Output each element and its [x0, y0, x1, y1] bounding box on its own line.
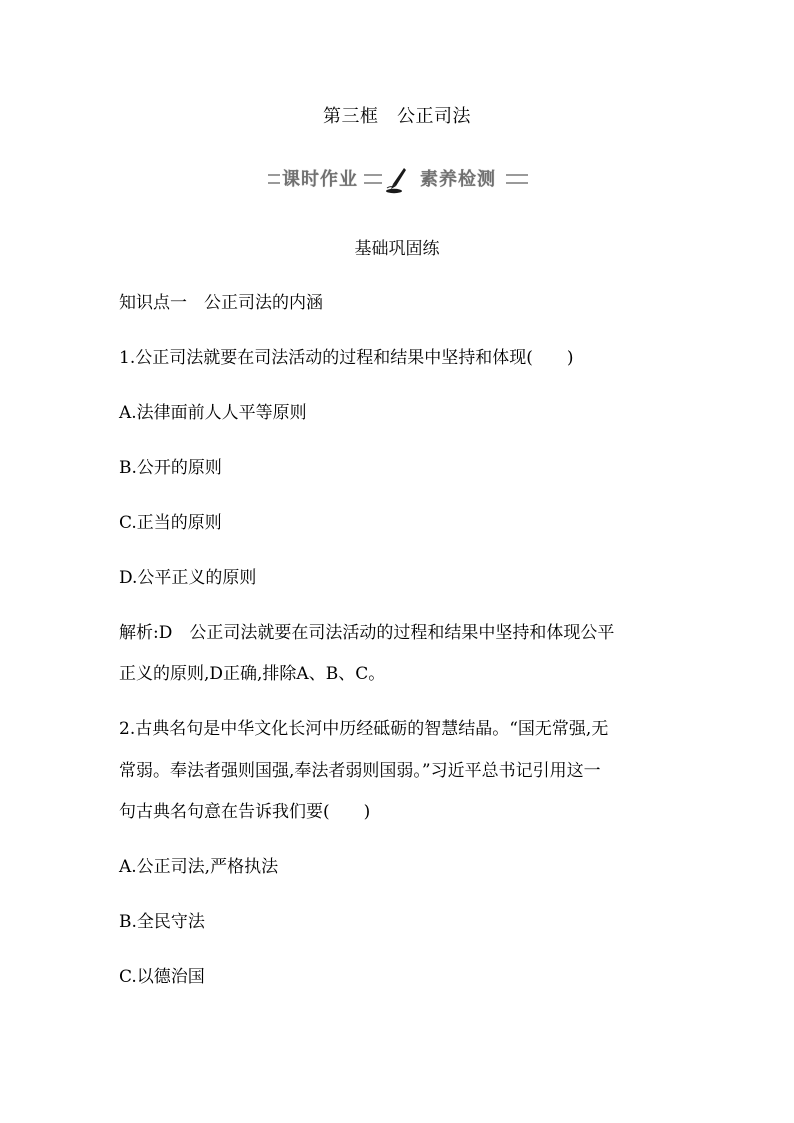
section-title: 基础巩固练: [354, 239, 440, 259]
banner-divider-right: [506, 182, 528, 184]
banner-divider-middle: [364, 182, 382, 184]
banner-divider-left: [268, 174, 280, 176]
homework-banner: [268, 166, 530, 196]
document-title: 第三框 公正司法: [323, 106, 471, 127]
question-2-stem-line: 2.古典名句是中华文化长河中历经砥砺的智慧结晶。“国无常强,无: [119, 719, 609, 739]
question-2-option-a: A.公正司法,严格执法: [119, 857, 279, 877]
banner-text-literacy-check: 素养检测: [420, 169, 496, 190]
knowledge-point-heading: 知识点一 公正司法的内涵: [119, 293, 323, 313]
question-2-option-c: C.以德治国: [119, 967, 205, 987]
banner-text-homework: 课时作业: [282, 169, 358, 190]
question-1-option-a: A.法律面前人人平等原则: [119, 403, 307, 423]
banner-divider-right: [506, 174, 528, 176]
question-1-stem: 1.公正司法就要在司法活动的过程和结果中坚持和体现( ): [119, 348, 574, 368]
question-1-option-d: D.公平正义的原则: [119, 568, 257, 588]
question-1-analysis-line: 解析:D 公正司法就要在司法活动的过程和结果中坚持和体现公平: [119, 623, 615, 643]
ink-pen-icon: [384, 166, 412, 194]
banner-divider-middle: [364, 174, 382, 176]
question-2-stem-line: 常弱。奉法者强则国强,奉法者弱则国弱。”习近平总书记引用这一: [119, 761, 601, 781]
question-1-option-b: B.公开的原则: [119, 458, 222, 478]
question-2-stem-line: 句古典名句意在告诉我们要( ): [119, 802, 371, 822]
question-2-option-b: B.全民守法: [119, 912, 205, 932]
question-1-option-c: C.正当的原则: [119, 513, 222, 533]
question-1-analysis-line: 正义的原则,D正确,排除A、B、C。: [119, 664, 386, 684]
banner-divider-left: [268, 182, 280, 184]
